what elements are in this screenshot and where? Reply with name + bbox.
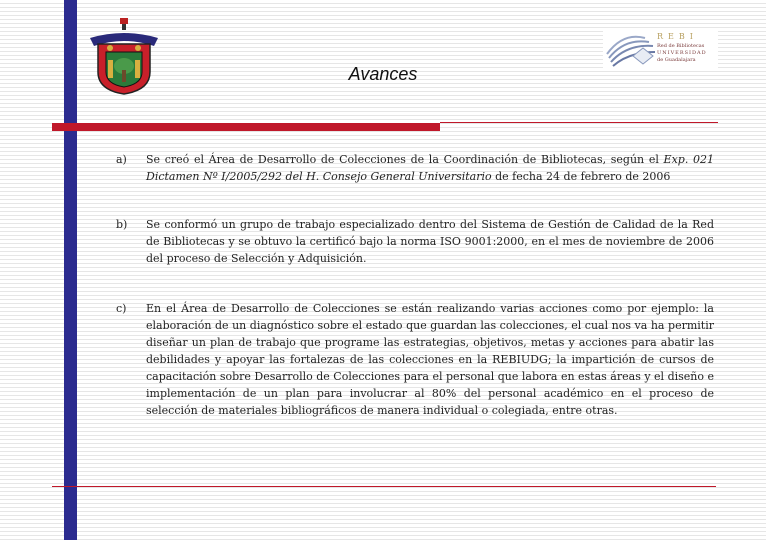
footer-rule: [52, 486, 716, 487]
list-item-text: En el Área de Desarrollo de Colecciones se están realizando varias acciones como por ejemplo: la elaboración de un diagnóstico sobre el estado que guardan las colecciones, el cual nos va ha permitir diseñar un plan de trabajo que programe las estrategias, objetivos, metas y acciones para abatir las debilidades y apoyar las fortalezas de las colecciones en la REBIUDG; la impartición de cursos de capacitación sobre Desarrollo de Colecciones para el personal que labora en estas áreas y el diseño e implementación de un plan para involucrar al 80% del personal académico en el proceso de selección de materiales bibliográficos de manera individual o colegiada, entre otras.: [146, 302, 714, 417]
list-marker: b): [116, 218, 128, 231]
title-underline-rule: [440, 122, 718, 123]
rebi-logo-line3: UNIVERSIDAD: [657, 50, 707, 56]
rebi-logo-line2: Red de Bibliotecas: [657, 43, 705, 49]
list-item: [116, 216, 714, 267]
list-item-text: Se conformó un grupo de trabajo especializado dentro del Sistema de Gestión de Calidad de la Red de Bibliotecas y se obtuvo la certificó bajo la norma ISO 9001:2000, en el mes de noviembre de 2006 del proceso de Selección y Adquisición.: [146, 218, 714, 265]
list-item: [116, 300, 714, 419]
list-item: [116, 151, 714, 185]
list-item-text: Se creó el Área de Desarrollo de Colecciones de la Coordinación de Bibliotecas, según el Exp. 021 Dictamen Nº I/2005/292 del H. Consejo General Universitario de fecha 24 de febrero de 2006: [146, 153, 714, 183]
title-underline-bar: [52, 123, 440, 131]
rebi-logo-line4: de Guadalajara: [657, 57, 696, 63]
rebi-logo-title: REBI: [657, 32, 698, 41]
list-marker: a): [116, 153, 127, 166]
list-marker: c): [116, 302, 127, 315]
dictamen-reference: Exp. 021 Dictamen Nº I/2005/292 del H. Consejo General Universitario: [146, 153, 714, 183]
page-title: Avances: [348, 64, 418, 84]
